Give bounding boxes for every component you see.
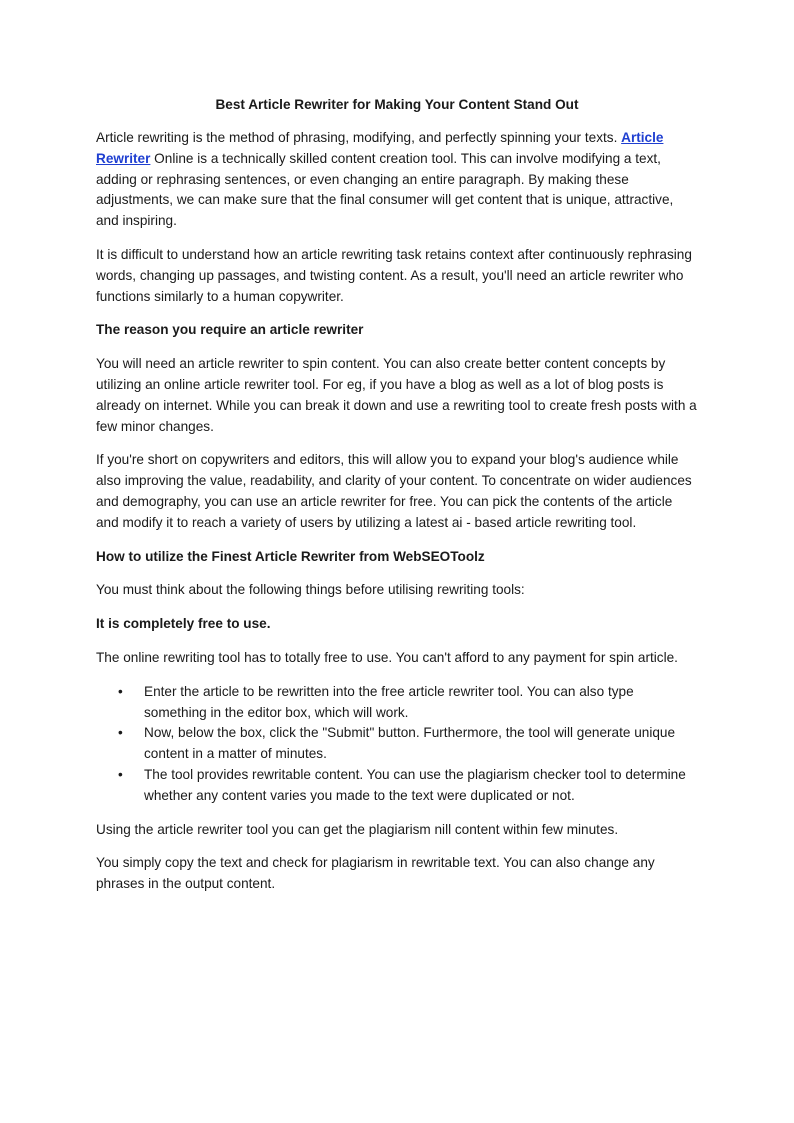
list-item: [96, 723, 698, 765]
paragraph-spin-content: You will need an article rewriter to spin content. You can also create better content concepts by utilizing an online article rewriter tool. For eg, if you have a blog as well as a lot of blog posts is already on internet. While you can break it down and use a rewriting tool to create fresh posts with a few minor changes.: [96, 356, 697, 434]
list-item: [96, 765, 698, 807]
bullet-icon: •: [118, 725, 123, 741]
list-item-text: The tool provides rewritable content. You can use the plagiarism checker tool to determine whether any content varies you made to the text were duplicated or not.: [144, 766, 686, 803]
bullet-icon: •: [118, 766, 123, 782]
heading-how-to-utilize: How to utilize the Finest Article Rewriter from WebSEOToolz: [96, 548, 485, 564]
paragraph-audience: If you're short on copywriters and editors, this will allow you to expand your blog's audience while also improving the value, readability, and clarity of your content. To concentrate on wider audiences and demography, you can use an article rewriter for free. You can pick the contents of the article and modify it to reach a variety of users by utilizing a latest ai - based article rewriting tool.: [96, 452, 692, 530]
bullet-icon: •: [118, 683, 123, 699]
paragraph-context: It is difficult to understand how an article rewriting task retains context after continuously rephrasing words, changing up passages, and twisting content. As a result, you'll need an article rewriter who functions similarly to a human copywriter.: [96, 246, 692, 304]
paragraph-plagiarism-nill: Using the article rewriter tool you can get the plagiarism nill content within few minutes.: [96, 821, 619, 837]
list-item: [96, 682, 698, 724]
list-item-text: Enter the article to be rewritten into the free article rewriter tool. You can also type something in the editor box, which will work.: [144, 683, 634, 720]
document-page: [96, 96, 698, 908]
paragraph-things-to-think: You must think about the following things before utilising rewriting tools:: [96, 582, 525, 598]
article-rewriter-link[interactable]: Article Rewriter: [96, 130, 664, 166]
intro-paragraph: [96, 128, 698, 232]
intro-text-after-link: Online is a technically skilled content creation tool. This can involve modifying a text, adding or rephrasing sentences, or even changing an entire paragraph. By making these adjustments, we can make sure that the final consumer will get content that is unique, attractive, and inspiring.: [96, 150, 674, 229]
paragraph-copy-and-check: You simply copy the text and check for plagiarism in rewritable text. You can also change any phrases in the output content.: [96, 855, 655, 892]
heading-reason: The reason you require an article rewriter: [96, 322, 364, 338]
heading-free-to-use: It is completely free to use.: [96, 616, 271, 632]
document-title: Best Article Rewriter for Making Your Content Stand Out: [215, 97, 579, 112]
list-item-text: Now, below the box, click the "Submit" button. Furthermore, the tool will generate unique content in a matter of minutes.: [144, 725, 676, 762]
intro-text-before-link: Article rewriting is the method of phrasing, modifying, and perfectly spinning your texts.: [96, 130, 622, 145]
paragraph-free-tool: The online rewriting tool has to totally free to use. You can't afford to any payment for spin article.: [96, 649, 678, 665]
steps-list: [96, 682, 698, 807]
